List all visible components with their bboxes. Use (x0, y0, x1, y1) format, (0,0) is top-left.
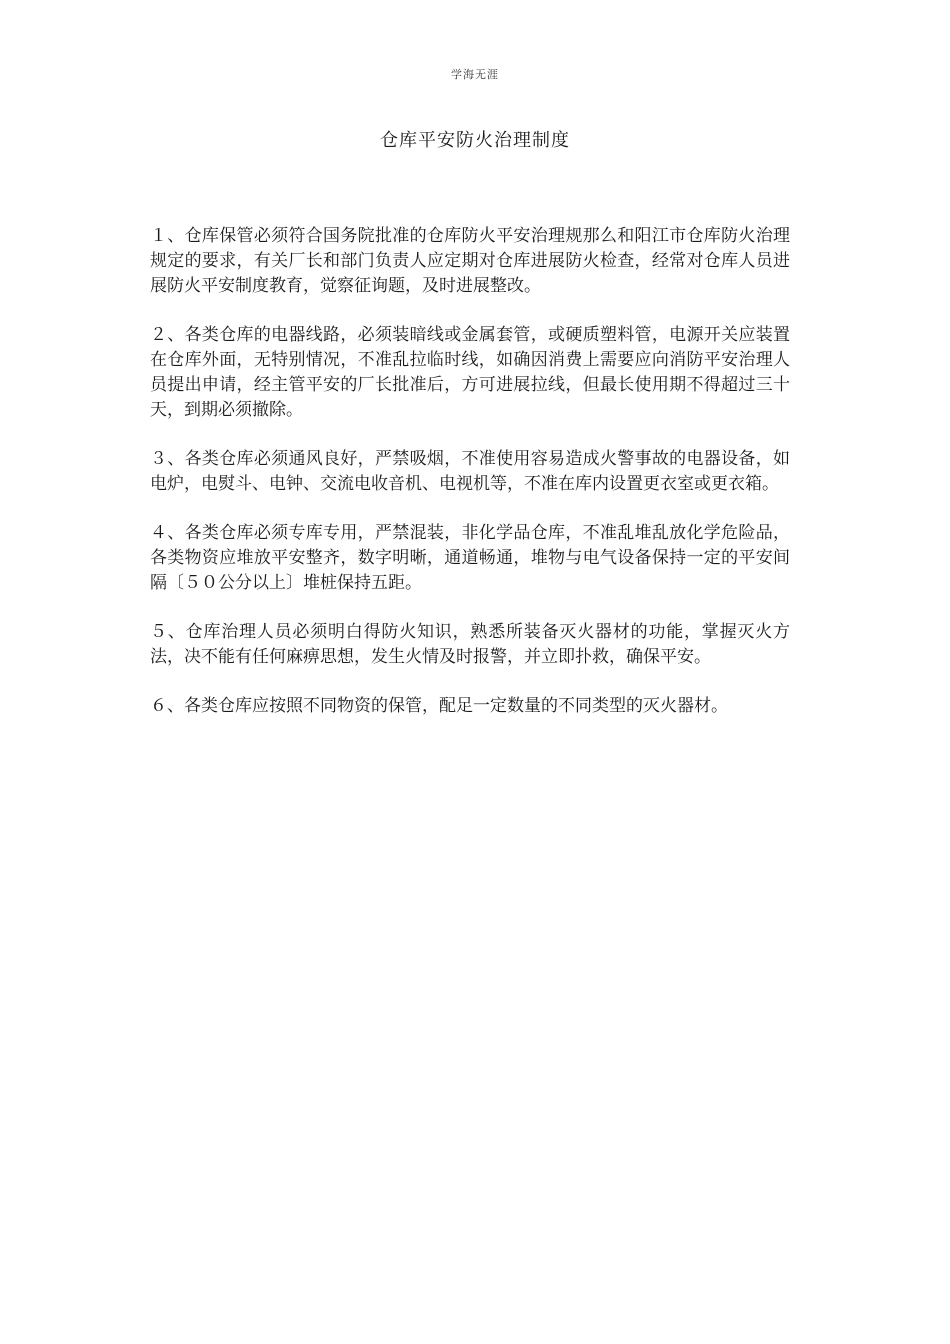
paragraph-5: ５、仓库治理人员必须明白得防火知识，熟悉所装备灭火器材的功能，掌握灭火方法，决不能有任何麻痹思想，发生火情及时报警，并立即扑救，确保平安。 (150, 622, 790, 667)
document-title: 仓库平安防火治理制度 (380, 130, 570, 151)
paragraph-2: ２、各类仓库的电器线路，必须装暗线或金属套管，或硬质塑料管，电源开关应装置在仓库外面，无特别情况，不准乱拉临时线，如确因消费上需要应向消防平安治理人员提出申请，经主管平安的厂长批准后，方可进展拉线，但最长使用期不得超过三十天，到期必须撤除。 (150, 325, 790, 420)
paragraph-3: ３、各类仓库必须通风良好，严禁吸烟，不准使用容易造成火警事故的电器设备，如电炉，电熨斗、电钟、交流电收音机、电视机等，不准在库内设置更衣室或更衣箱。 (150, 449, 790, 494)
document-body (150, 224, 790, 743)
paragraph-6: ６、各类仓库应按照不同物资的保管，配足一定数量的不同类型的灭火器材。 (150, 696, 728, 716)
paragraph-4: ４、各类仓库必须专库专用，严禁混装，非化学品仓库，不准乱堆乱放化学危险品，各类物资应堆放平安整齐，数字明晰，通道畅通，堆物与电气设备保持一定的平安间隔〔５０公分以上〕堆桩保持五距。 (150, 523, 790, 593)
paragraph-1: １、仓库保管必须符合国务院批准的仓库防火平安治理规那么和阳江市仓库防火治理规定的要求，有关厂长和部门负责人应定期对仓库进展防火检查，经常对仓库人员进展防火平安制度教育，觉察征询题，及时进展整改。 (150, 226, 790, 296)
page-header: 学海无涯 (451, 68, 499, 81)
